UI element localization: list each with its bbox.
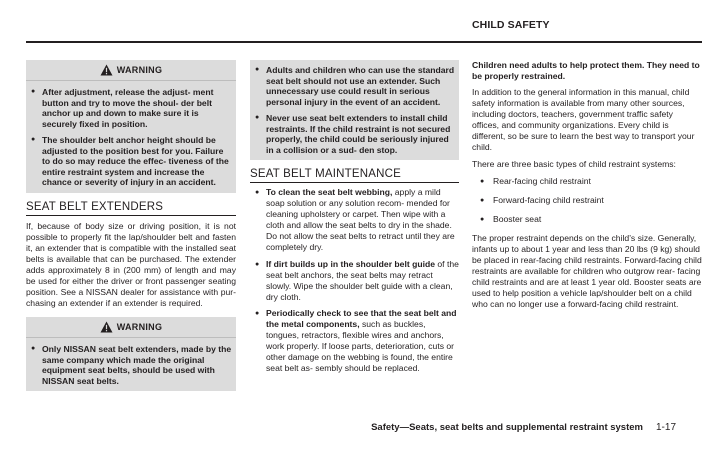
paragraph: The proper restraint depends on the child’s size. Generally, infants up to about 1 year and less than 20 lbs (9 kg) should be placed in rear-facing child restraints. Forward-facing child restraints are available for children who outgrow rear- facing child restraints and are at least 1 year old. Booster seats are used to help position a vehicle lap/shoulder belt on a child who can no longer use a forward-facing child restraint. [472,232,702,310]
warning-box-continued [250,60,459,160]
section-title-seat-belt-extenders: SEAT BELT EXTENDERS [26,201,236,216]
item-lead: If dirt builds up in the shoulder belt guide [266,258,436,269]
page-number: 1-17 [656,422,677,433]
item-text: such as buckles, tongues, retractors, flexible wires and anchors, work properly. If loose parts, deterioration, cuts or other damage on the webbing is found, the entire seat belt as- sembly should be replaced. [266,319,455,374]
warning-item: ● After adjustment, release the adjust- ment button and try to move the shoul- der belt anchor up and down to make sure it is securely fixed in position. [26,87,236,129]
header-rule [26,41,702,43]
column-3 [472,60,702,310]
footer-title: Safety—Seats, seat belts and supplemental restraint system [371,422,643,433]
list-item: ● Forward-facing child restraint [472,195,702,206]
page-header-title: CHILD SAFETY [472,19,550,31]
column-1 [26,60,236,391]
warning-item: ● Adults and children who can use the standard seat belt should not use an extender. Such unnecessary use could result in serious personal injury in the event of an accident. [250,65,459,107]
item-text: of the seat belt anchors, the seat belts may retract slowly. Wipe the shoulder belt guide with a clean, dry cloth. [266,258,459,302]
list-item [250,187,459,254]
item-lead: To clean the seat belt webbing, [266,187,393,197]
column-2 [250,60,459,380]
warning-label: WARNING [116,64,163,75]
lead-paragraph: Children need adults to help protect them. They need to be properly restrained. [472,60,700,81]
item-text: apply a mild soap solution or any solution recom- mended for cleaning upholstery or carpet. Then wipe with a cloth and allow the seat belts to dry in the shade. Do not allow the seat belts to retract until they are completely dry. [266,187,455,253]
warning-item: ● Never use seat belt extenders to install child restraints. If the child restraint is not secured properly, the child could be seriously injured in a collision or a sud- den stop. [250,113,459,155]
list-item [250,308,459,375]
list-item: ● Rear-facing child restraint [472,176,702,187]
warning-triangle-icon [100,64,114,76]
warning-item: ● Only NISSAN seat belt extenders, made by the same company which made the original equipment seat belts, should be used with NISSAN seat belts. [26,344,236,386]
warning-header [26,317,236,338]
warning-label: WARNING [116,322,163,332]
section-title-seat-belt-maintenance: SEAT BELT MAINTENANCE [250,168,459,183]
list-item [250,259,459,303]
paragraph: There are three basic types of child restraint systems: [472,158,676,169]
item-lead: Periodically check to see that the seat belt and the metal components, [266,307,457,330]
restraint-types-list [472,176,702,225]
list-item: ● Booster seat [472,214,702,225]
warning-triangle-icon [100,321,114,333]
paragraph: In addition to the general information in this manual, child safety information is available from many other sources, including doctors, teachers, government traffic safety offices, and community organizations. Every child is different, so be sure to learn the best way to transport your child. [472,87,695,153]
warning-box-1 [26,60,236,193]
warning-header [26,60,236,81]
warning-box-2 [26,317,236,391]
maintenance-list [250,187,459,375]
paragraph: If, because of body size or driving position, it is not possible to properly fit the lap/shoulder belt and fasten it, an extender that is compatible with the installed seat belts is available that can be purchased. The extender adds approximately 8 in (200 mm) of length and may be used for either the driver or front passenger seating position. See a NISSAN dealer for assistance with pur- chasing an extender if an extender is required. [26,220,236,309]
warning-item: ● The shoulder belt anchor height should be adjusted to the position best for you. Failure to do so may reduce the effec- tiveness of the entire restraint system and increase the chance or severity of injury in an accident. [26,135,236,188]
